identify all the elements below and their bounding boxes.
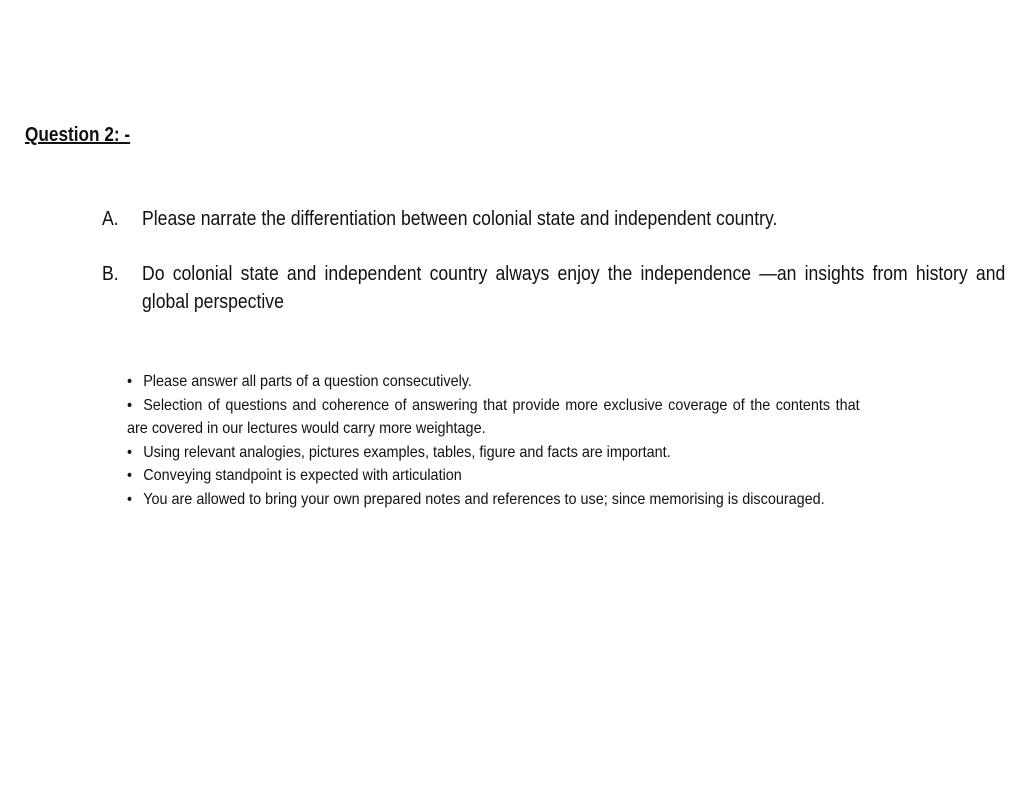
question-part-a: [102, 205, 1003, 233]
bullet-icon: •: [127, 443, 133, 461]
instruction-item: [127, 464, 860, 488]
instruction-text: You are allowed to bring your own prepared notes and references to use; since memorising is discouraged.: [143, 490, 825, 508]
instruction-text: Selection of questions and coherence of answering that provide more exclusive coverage of the contents that are covered in our lectures would carry more weightage.: [127, 396, 860, 437]
part-letter: A.: [102, 208, 119, 230]
instruction-item: [127, 488, 860, 512]
question-part-b: [102, 260, 1006, 316]
instructions-list: [127, 370, 860, 511]
bullet-icon: •: [127, 467, 133, 484]
question-title: Question 2: -: [25, 124, 131, 146]
bullet-icon: •: [127, 373, 133, 390]
instruction-text: Using relevant analogies, pictures examples, tables, figure and facts are important.: [143, 443, 671, 461]
part-letter: B.: [102, 263, 119, 285]
instruction-item: [127, 394, 860, 441]
instruction-text: Conveying standpoint is expected with articulation: [143, 467, 462, 484]
instruction-text: Please answer all parts of a question consecutively.: [143, 373, 472, 390]
part-text: Please narrate the differentiation between colonial state and independent country.: [142, 208, 778, 230]
part-text: Do colonial state and independent country always enjoy the independence —an insights from history and global perspective: [142, 263, 1006, 313]
bullet-icon: •: [127, 396, 133, 414]
instruction-item: [127, 441, 860, 465]
instruction-item: [127, 370, 860, 394]
bullet-icon: •: [127, 490, 133, 508]
